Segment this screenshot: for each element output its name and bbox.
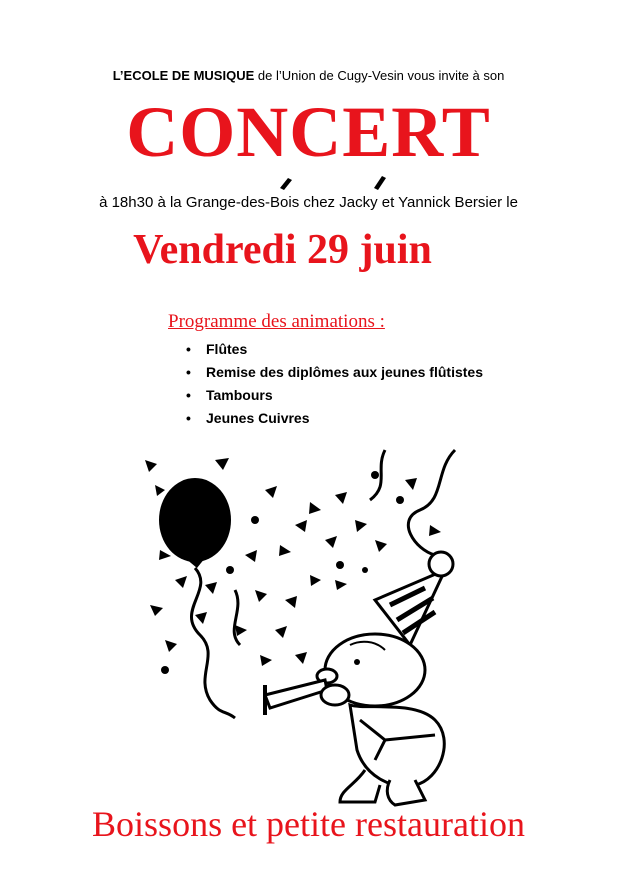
program-title: Programme des animations : <box>168 311 385 332</box>
footer-text: Boissons et petite restauration <box>92 804 525 844</box>
program-item-diplomas: • Remise des diplômes aux jeunes flûtistes <box>186 361 483 384</box>
program-list <box>186 338 483 430</box>
intro-text: de l’Union de Cugy-Vesin vous invite à son <box>254 68 505 83</box>
invitation-intro <box>0 68 617 83</box>
accent-marks-decoration <box>280 170 400 190</box>
program-item-flutes: • Flûtes <box>186 338 483 361</box>
program-item-drums: • Tambours <box>186 384 483 407</box>
location-text: à 18h30 à la Grange-des-Bois chez Jacky et Yannick Bersier le <box>99 194 518 211</box>
party-clown-balloon-confetti-icon <box>135 440 465 810</box>
event-date: Vendredi 29 juin <box>133 227 432 273</box>
concert-title: CONCERT <box>126 92 491 172</box>
program-item-brass: • Jeunes Cuivres <box>186 407 483 430</box>
school-name: L’ECOLE DE MUSIQUE <box>112 68 255 83</box>
